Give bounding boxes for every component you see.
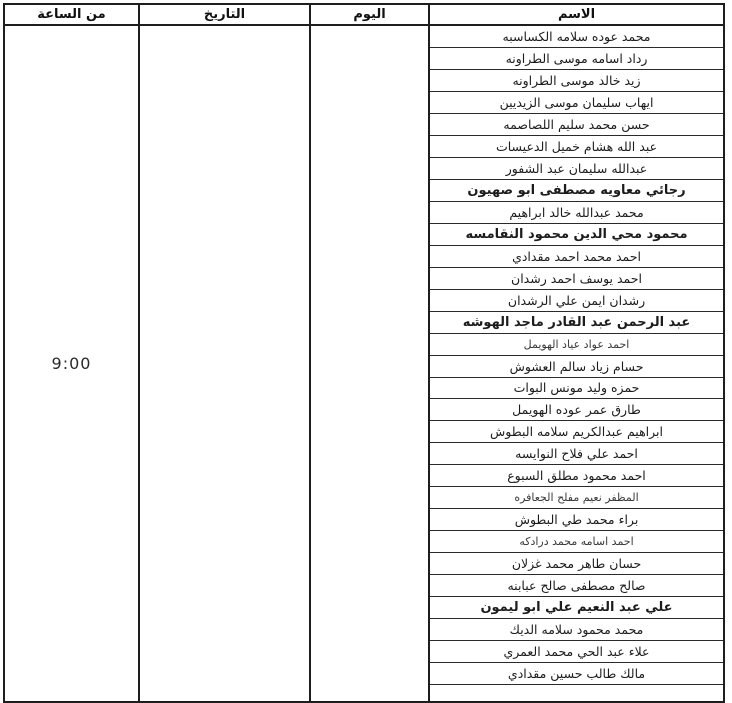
table-row xyxy=(430,619,723,641)
name-cell: رشدان ايمن علي الرشدان xyxy=(507,292,646,308)
col-header-from-hour: من الساعة xyxy=(5,5,138,26)
name-cell: احمد عواد عياد الهويمل xyxy=(523,337,630,351)
table-row xyxy=(430,180,723,202)
name-cell: احمد يوسف احمد رشدان xyxy=(511,270,642,286)
name-cell: حمزه وليد مونس البوات xyxy=(513,380,640,396)
table-row xyxy=(430,531,723,553)
table-row xyxy=(430,202,723,224)
col-header-date: التاريخ xyxy=(140,5,309,26)
table-row xyxy=(430,92,723,114)
name-cell: حسان طاهر محمد غزلان xyxy=(511,556,642,572)
name-cell: محمد محمود سلامه الديك xyxy=(509,622,644,638)
column-name xyxy=(428,5,723,701)
table-row xyxy=(430,70,723,92)
col-header-name: الاسم xyxy=(430,5,723,26)
table-row xyxy=(430,663,723,685)
from-hour-cell xyxy=(5,26,138,701)
table-row xyxy=(430,443,723,465)
name-cell: ايهاب سليمان موسى الزيديين xyxy=(499,94,654,110)
name-cell: حسن محمد سليم اللصاصمه xyxy=(503,116,650,132)
name-cell: رجائي معاويه مصطفى ابو صهيون xyxy=(467,182,686,198)
name-cell: زيد خالد موسى الطراونه xyxy=(512,72,641,88)
table-row xyxy=(430,268,723,290)
table-row xyxy=(430,465,723,487)
table-row xyxy=(430,224,723,246)
col-header-day: اليوم xyxy=(311,5,428,26)
column-from-hour xyxy=(5,5,138,701)
table-row xyxy=(430,487,723,509)
name-cell: احمد علي فلاح النوايسه xyxy=(515,446,638,462)
table-row xyxy=(430,509,723,531)
table-row xyxy=(430,26,723,48)
name-cell: عبد الله هشام خميل الدعيسات xyxy=(495,138,658,154)
name-cell: محمود محي الدين محمود النقامسه xyxy=(465,226,688,242)
table-row xyxy=(430,356,723,378)
name-rows xyxy=(430,26,723,685)
table-row xyxy=(430,158,723,180)
name-cell: احمد محمود مطلق السبوع xyxy=(507,468,646,484)
table-row xyxy=(430,114,723,136)
name-cell: صالح مصطفى صالح عبابنه xyxy=(507,578,646,594)
name-cell: احمد اسامه محمد درادكه xyxy=(519,535,634,549)
name-cell: رداد اسامه موسى الطراونه xyxy=(505,50,648,66)
name-cell: محمد عوده سلامه الكساسبه xyxy=(502,28,651,44)
table-row xyxy=(430,597,723,619)
from-hour-value: 9:00 xyxy=(51,354,92,373)
name-cell: طارق عمر عوده الهويمل xyxy=(512,402,641,418)
table-row xyxy=(430,399,723,421)
name-cell: احمد محمد احمد مقدادي xyxy=(512,248,641,264)
table-row xyxy=(430,421,723,443)
table-row xyxy=(430,575,723,597)
table-row xyxy=(430,48,723,70)
name-cell: عبدالله سليمان عبد الشفور xyxy=(505,160,648,176)
column-day xyxy=(309,5,428,701)
table-row xyxy=(430,312,723,334)
name-cell: المظفر نعيم مفلح الجعافره xyxy=(514,491,639,505)
table-row xyxy=(430,553,723,575)
name-cell: علاء عبد الحي محمد العمري xyxy=(503,644,650,660)
column-date xyxy=(138,5,309,701)
table-row xyxy=(430,641,723,663)
table-row xyxy=(430,246,723,268)
date-cell xyxy=(140,26,309,701)
day-cell xyxy=(311,26,428,701)
table-row xyxy=(430,378,723,400)
name-cell: ابراهيم عبدالكريم سلامه البطوش xyxy=(490,424,663,440)
table-row xyxy=(430,334,723,356)
name-cell: عبد الرحمن عبد القادر ماجد الهوشه xyxy=(462,314,691,330)
table-row xyxy=(430,290,723,312)
name-cell: براء محمد طي البطوش xyxy=(514,512,639,528)
name-cell: مالك طالب حسين مقدادي xyxy=(507,666,646,682)
table-row xyxy=(430,136,723,158)
name-cell: محمد عبدالله خالد ابراهيم xyxy=(509,204,644,220)
name-cell: حسام زياد سالم العشوش xyxy=(509,358,644,374)
name-cell: علي عبد النعيم علي ابو ليمون xyxy=(480,600,673,616)
attendance-table xyxy=(3,3,725,703)
